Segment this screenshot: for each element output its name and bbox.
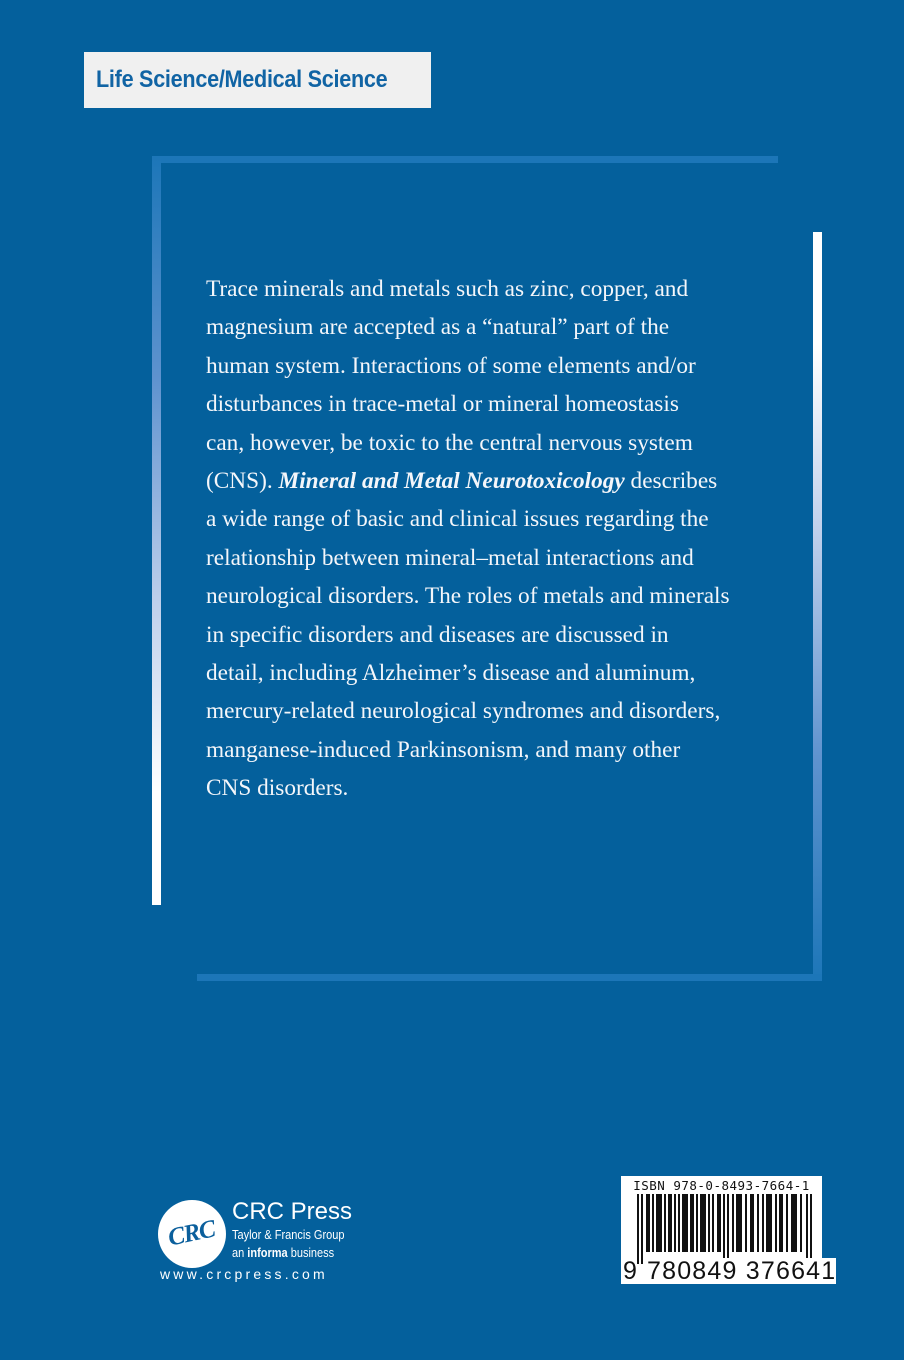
description-line: can, however, be toxic to the central nervous system (206, 429, 693, 456)
description-line: mercury-related neurological syndromes and disorders, (206, 698, 721, 725)
publisher-url[interactable]: www.crcpress.com (160, 1266, 328, 1282)
frame-right-bar (813, 232, 822, 981)
description-line: a wide range of basic and clinical issues regarding the (206, 506, 709, 533)
publisher-group: Taylor & Francis Group (232, 1228, 345, 1242)
frame-bottom-bar (197, 974, 822, 981)
description-line: CNS disorders. (206, 775, 349, 802)
ean-first-digit: 9 (623, 1257, 637, 1285)
description-line: magnesium are accepted as a “natural” part of the (206, 314, 670, 341)
description-line: Trace minerals and metals such as zinc, copper, and (206, 276, 689, 302)
publisher-tagline: an informa business (232, 1246, 335, 1260)
book-description (206, 270, 786, 808)
cns-prefix: (CNS). (206, 468, 279, 495)
book-title: Mineral and Metal Neurotoxicology (278, 468, 625, 495)
description-line: detail, including Alzheimer’s disease and aluminum, (206, 660, 696, 687)
description-line-title (206, 462, 786, 500)
crc-logo-icon (158, 1200, 226, 1268)
crc-logo-text: CRC (166, 1215, 218, 1252)
describes-suffix: describes (624, 468, 718, 495)
category-label-box (84, 52, 431, 108)
description-line: in specific disorders and diseases are discussed in (206, 621, 669, 648)
publisher-block (158, 1198, 388, 1288)
description-line: human system. Interactions of some elements and/or (206, 352, 696, 379)
isbn-barcode (621, 1176, 837, 1285)
description-line: neurological disorders. The roles of metals and minerals (206, 583, 730, 610)
publisher-name: CRC Press (232, 1198, 353, 1225)
informa-brand: informa (247, 1246, 288, 1260)
frame-left-bar (152, 156, 161, 905)
barcode-bars-icon (637, 1194, 813, 1264)
frame-top-bar (152, 156, 778, 163)
description-line: disturbances in trace-metal or mineral homeostasis (206, 391, 679, 418)
ean-remaining-digits: 780849 376641 (647, 1257, 837, 1285)
description-line: relationship between mineral–metal interactions and (206, 544, 694, 571)
isbn-label: ISBN 978-0-8493-7664-1 (633, 1178, 810, 1193)
description-line: manganese-induced Parkinsonism, and many other (206, 736, 681, 763)
category-label: Life Science/Medical Science (96, 66, 388, 93)
